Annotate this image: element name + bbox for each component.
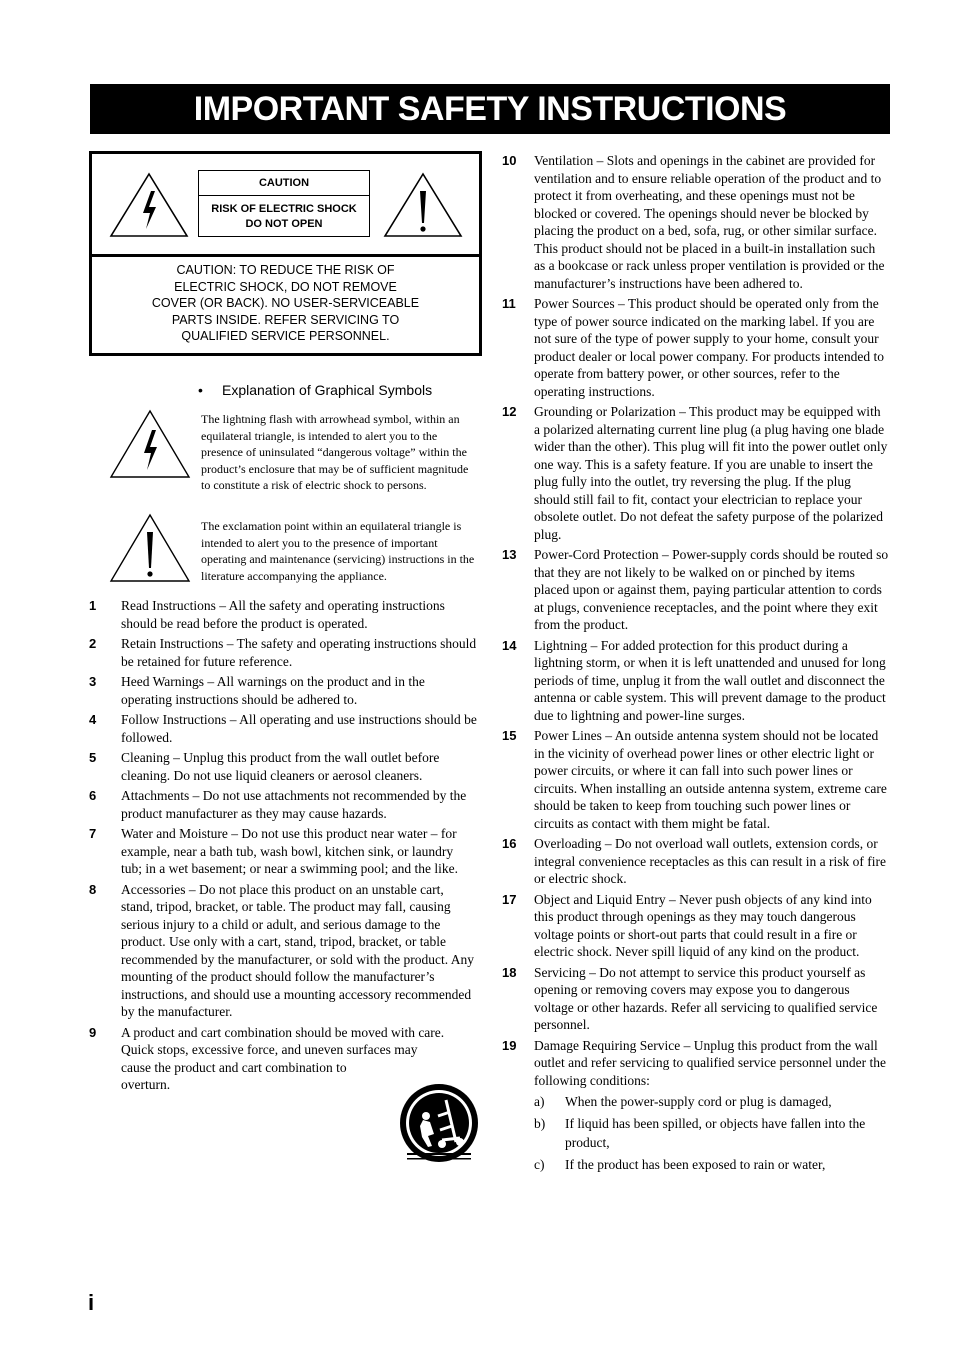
exclamation-symbol-description: The exclamation point within an equilateral triangle is intended to alert you to the presence of important operating and maintenance (servicing) instructions in the literature accompanying the appliance. [201, 519, 475, 583]
list-item [502, 637, 889, 725]
sub-list-item [534, 1114, 889, 1152]
item-number: 17 [502, 891, 517, 907]
sub-list-item [534, 1092, 889, 1111]
item-number: 14 [502, 637, 517, 653]
item-number: 5 [89, 750, 97, 765]
exclamation-warning-icon [382, 171, 464, 239]
caution-text-line: CAUTION: TO REDUCE THE RISK OF [176, 263, 395, 277]
item-number: 3 [89, 674, 97, 689]
caution-symbols-panel [92, 154, 479, 257]
lightning-symbol-description: The lightning flash with arrowhead symbol, within an equilateral triangle, is intended to alert you to the presence of uninsulated “dangerous voltage” within the product’s enclosure that may be of sufficient magnitude to constitute a risk of electric shock to persons. [201, 412, 469, 492]
item-text [534, 1037, 889, 1175]
item-text: Attachments – Do not use attachments not recommended by the product manufacturer as they may cause hazards. [121, 788, 467, 821]
item-text: Grounding or Polarization – This product may be equipped with a polarized alternating current line plug (a plug having one blade wider than the other). This plug will fit into the power outlet only one way. This is a safety feature. If you are unable to insert the plug fully into the outlet, try reversing the plug. If the plug should still fail to fit, contact your electrician to replace your obsolete outlet. Do not defeat the safety purpose of the polarized plug. [534, 404, 888, 542]
caution-title: CAUTION [199, 171, 369, 196]
item-number: 12 [502, 404, 517, 419]
list-item [502, 891, 889, 961]
list-item [502, 403, 889, 543]
item-number: 8 [89, 881, 97, 897]
item-text: Power-Cord Protection – Power-supply cords should be routed so that they are not likely to be walked on or pinched by items placed upon or against them, paying particular attention to cords at plugs, convenience receptacles, and the point where they exit from the product. [534, 547, 889, 632]
item-text: Overloading – Do not overload wall outlets, extension cords, or integral convenience receptacles as this can result in a risk of fire or electric shock. [534, 836, 886, 886]
list-item [89, 673, 477, 708]
sub-list-item [534, 1155, 889, 1174]
list-item [502, 295, 889, 400]
left-instructions-column [89, 597, 477, 1097]
sub-text: If liquid has been spilled, or objects have fallen into the product, [565, 1116, 866, 1150]
sub-letter: c) [534, 1157, 545, 1172]
item-number: 4 [89, 712, 97, 727]
item-text: Ventilation – Slots and openings in the cabinet are provided for ventilation and to ensure reliable operation of the product and to protect it from overheating, and these openings must not be blocked or covered. The openings should never be blocked by placing the product on a bed, sofa, rug, or other similar surface. This product should not be placed in a built-in installation such as a bookcase or rack unless proper ventilation is provided or the manufacturer’s instructions have been adhered to. [534, 153, 885, 291]
item-number: 19 [502, 1037, 517, 1053]
item-number: 15 [502, 728, 517, 743]
item-number: 7 [89, 826, 97, 841]
sub-letter: b) [534, 1116, 546, 1131]
sub-text: When the power-supply cord or plug is damaged, [565, 1094, 832, 1109]
list-item [502, 546, 889, 634]
symbols-heading-text: Explanation of Graphical Symbols [222, 382, 433, 398]
item-text: Object and Liquid Entry – Never push objects of any kind into this product through openings as they may touch dangerous voltage points or short-out parts that could result in a fire or electric shock. Never spill liquid of any kind on the product. [534, 891, 872, 959]
risk-line-1: RISK OF ELECTRIC SHOCK [211, 203, 357, 215]
item-number: 1 [89, 598, 97, 613]
list-item [502, 1037, 889, 1175]
caution-text-line: PARTS INSIDE. REFER SERVICING TO [171, 312, 400, 327]
item-text: Follow Instructions – All operating and use instructions should be followed. [121, 712, 477, 745]
list-item [89, 749, 477, 784]
item-text: Accessories – Do not place this product on an unstable cart, stand, tripod, bracket, or table. The product may fall, causing serious injury to a child or adult, and serious damage to the product. Use only with a cart, stand, tripod, bracket, or table recommended by the manufacturer, or sold with the product. Any mounting of the product should follow the manufacturer’s instructions, and should use a mounting accessory recommended by the manufacturer. [121, 881, 474, 1019]
item9-line: overturn. [121, 1077, 171, 1092]
item9-line: cause the product and cart combination to [121, 1059, 347, 1075]
item-number: 13 [502, 547, 517, 562]
list-item [89, 881, 477, 1021]
caution-warning-text [92, 262, 479, 345]
item9-line: A product and cart combination should be moved with care. [121, 1024, 445, 1040]
item19-intro: Damage Requiring Service – Unplug this product from the wall outlet and refer servicing to qualified service personnel under the following conditions: [534, 1037, 886, 1088]
item-number: 10 [502, 153, 517, 168]
page-number: i [88, 1290, 95, 1315]
item-text: Servicing – Do not attempt to service this product yourself as opening or removing covers may expose you to dangerous voltage or other hazards. Refer all servicing to qualified service personnel. [534, 964, 878, 1032]
list-item [502, 727, 889, 832]
right-instructions-column [502, 152, 889, 1177]
list-item [502, 152, 889, 292]
item-text: Retain Instructions – The safety and operating instructions should be retained for future reference. [121, 636, 477, 669]
sub-letter: a) [534, 1094, 545, 1109]
lightning-warning-icon [108, 171, 190, 239]
item-text: Water and Moisture – Do not use this product near water – for example, near a bath tub, wash bowl, kitchen sink, or laundry tub; in a wet basement; or near a swimming pool; and the like. [121, 826, 459, 876]
item-number: 2 [89, 636, 97, 651]
risk-text [199, 196, 369, 236]
caution-box [89, 151, 482, 356]
item9-line: Quick stops, excessive force, and uneven surfaces may [121, 1042, 418, 1057]
item-text: Cleaning – Unplug this product from the wall outlet before cleaning. Do not use liquid cleaners or aerosol cleaners. [121, 750, 440, 783]
item-text: Heed Warnings – All warnings on the product and in the operating instructions should be adhered to. [121, 674, 425, 707]
item-number: 11 [502, 296, 516, 311]
list-item [89, 711, 477, 746]
page-title: IMPORTANT SAFETY INSTRUCTIONS [90, 84, 890, 134]
lightning-symbol-icon [108, 408, 192, 480]
caution-text-line: QUALIFIED SERVICE PERSONNEL. [181, 329, 390, 343]
item-text: Power Sources – This product should be operated only from the type of power source indicated on the marking label. If you are not sure of the type of power supply to your home, consult your product dealer or local power company. For products intended to operate from battery power, or other sources, refer to the operating instructions. [534, 296, 885, 399]
bullet: • [198, 382, 203, 398]
list-item [502, 964, 889, 1034]
caution-text-line: ELECTRIC SHOCK, DO NOT REMOVE [174, 279, 397, 294]
caution-label [198, 170, 370, 237]
exclamation-symbol-icon [108, 512, 192, 584]
risk-line-2: DO NOT OPEN [245, 218, 323, 230]
cart-warning-icon [398, 1082, 480, 1164]
item-number: 6 [89, 788, 97, 803]
list-item [502, 835, 889, 888]
list-item [89, 825, 477, 878]
item-number: 9 [89, 1024, 97, 1040]
caution-text-line: COVER (OR BACK). NO USER-SERVICEABLE [151, 296, 420, 310]
item-text: Lightning – For added protection for this product during a lightning storm, or when it is left unattended and unused for long periods of time, unplug it from the wall outlet and disconnect the antenna or cable system. This will prevent damage to the product due to lightning and power-line surges. [534, 637, 886, 723]
item-text: Power Lines – An outside antenna system should not be located in the vicinity of overhead power lines or other electric light or power circuits, or where it can fall into such power lines or circuits. When installing an outside antenna system, extreme care should be taken to keep from touching such power lines or circuits as contact with them might be fatal. [534, 728, 887, 831]
list-item [89, 635, 477, 670]
item-number: 16 [502, 836, 517, 851]
list-item [89, 597, 477, 632]
list-item [89, 787, 477, 822]
item-number: 18 [502, 964, 517, 980]
sub-text: If the product has been exposed to rain or water, [565, 1157, 826, 1172]
item-text: Read Instructions – All the safety and operating instructions should be read before the product is operated. [121, 598, 445, 631]
